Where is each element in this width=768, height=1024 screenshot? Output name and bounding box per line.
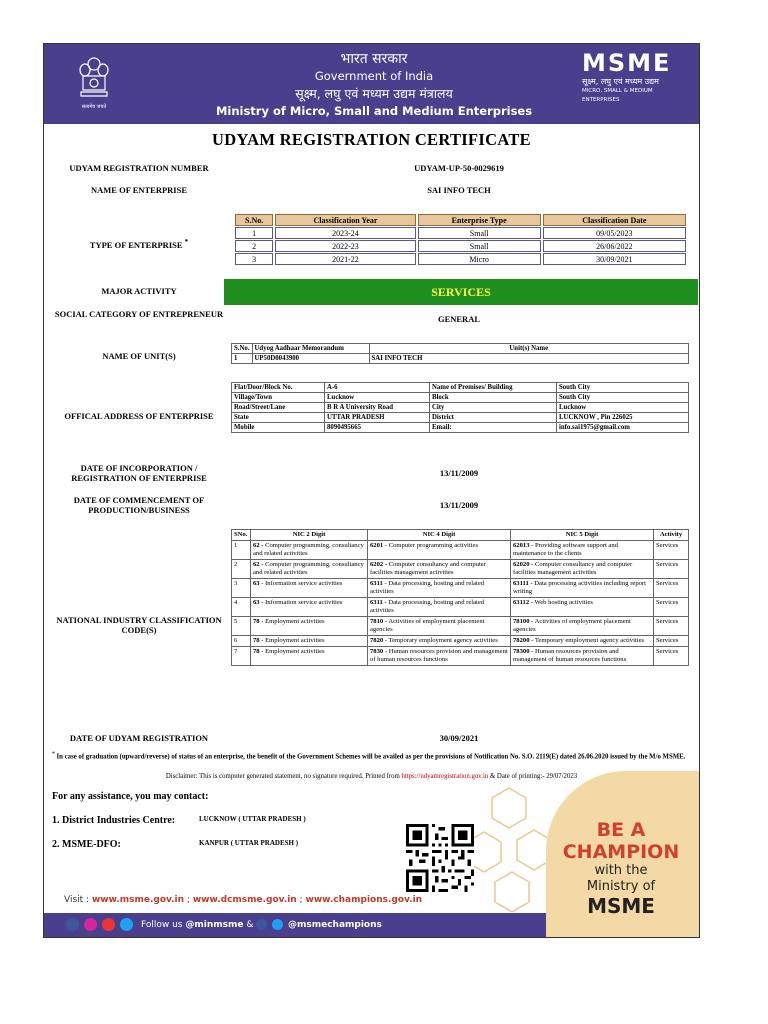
social-category-value: GENERAL bbox=[437, 314, 481, 324]
msme-logo-hindi: सूक्ष्म, लघु एवं मध्यम उद्यम bbox=[582, 77, 659, 86]
table-cell: Lucknow bbox=[557, 403, 689, 413]
msme-site-link[interactable]: www.msme.gov.in bbox=[91, 895, 185, 905]
table-cell: Block bbox=[430, 393, 557, 403]
link-separator: ; bbox=[186, 895, 190, 905]
government-title: Government of India bbox=[314, 69, 434, 83]
type-col-sno: S.No. bbox=[235, 214, 273, 226]
nic4-code: 7810 bbox=[370, 618, 384, 625]
table-row bbox=[232, 413, 689, 423]
table-row bbox=[232, 647, 689, 666]
table-cell: 2 bbox=[235, 240, 273, 252]
nic4-text: Computer programming activities bbox=[388, 542, 479, 549]
nic-col-2digit: NIC 2 Digit bbox=[251, 530, 368, 541]
table-cell: State bbox=[232, 413, 325, 423]
dic-label: 1. District Industries Centre: bbox=[52, 815, 176, 826]
table-cell: 63111 - Data processing activities including report writing bbox=[511, 579, 654, 598]
facebook-icon[interactable] bbox=[66, 918, 79, 931]
hindi-government-title: भारत सरकार bbox=[340, 51, 408, 67]
ministry-hindi-title: सूक्ष्म, लघु एवं मध्यम उद्यम मंत्रालय bbox=[295, 86, 453, 101]
table-row bbox=[235, 240, 686, 252]
certificate-page bbox=[43, 43, 700, 938]
follow-label: Follow us bbox=[141, 920, 183, 930]
table-cell: Flat/Door/Block No. bbox=[232, 383, 325, 393]
table-cell: 1 bbox=[232, 541, 251, 560]
table-cell: 8090495665 bbox=[325, 423, 430, 433]
units-header-row bbox=[232, 344, 689, 354]
nic-label: NATIONAL INDUSTRY CLASSIFICATION CODE(S) bbox=[56, 615, 222, 635]
footnote-text: In case of graduation (upward/reverse) of status of an enterprise, the benefit of the Government Schemes will be availed as per the provisions of Notification No. S.O. 2119(E) dated 26.06.2020 issued by the M/o MSME. bbox=[56, 753, 686, 761]
udyam-date-label: DATE OF UDYAM REGISTRATION bbox=[69, 733, 209, 743]
nic-col-activity: Activity bbox=[654, 530, 689, 541]
table-cell: Micro bbox=[418, 253, 541, 265]
dfo-value: KANPUR ( UTTAR PRADESH ) bbox=[199, 839, 299, 847]
table-cell: 4 bbox=[232, 598, 251, 617]
table-cell: Small bbox=[418, 240, 541, 252]
type-table-header-row bbox=[235, 214, 686, 226]
email-link[interactable]: info.sai1975@gmail.com bbox=[557, 423, 689, 433]
table-cell: 6202 - Computer consultancy and computer facilities management activities bbox=[368, 560, 511, 579]
nic2-code: 78 bbox=[253, 648, 260, 655]
table-cell: 1 bbox=[235, 227, 273, 239]
table-cell: Email: bbox=[430, 423, 557, 433]
nic2-code: 63 bbox=[253, 580, 260, 587]
nic4-code: 6311 bbox=[370, 580, 383, 587]
promo-headline bbox=[546, 819, 696, 863]
table-cell: Lucknow bbox=[325, 393, 430, 403]
type-col-type: Enterprise Type bbox=[418, 214, 541, 226]
nic2-code: 62 bbox=[253, 542, 260, 549]
commencement-date: 13/11/2009 bbox=[439, 500, 479, 510]
msme-logo-text: MSME bbox=[582, 49, 672, 77]
nic2-code: 63 bbox=[253, 599, 260, 606]
table-cell: Services bbox=[654, 617, 689, 636]
table-cell: 2023-24 bbox=[275, 227, 415, 239]
units-col-uam: Udyog Aadhaar Memorandum bbox=[252, 344, 369, 354]
table-cell: 5 bbox=[232, 617, 251, 636]
nic2-text: Computer programming, consultancy and related activities bbox=[253, 561, 364, 576]
visit-links bbox=[64, 895, 422, 905]
table-cell: 63 - Information service activities bbox=[251, 579, 368, 598]
type-of-enterprise-label bbox=[54, 237, 224, 250]
table-cell: 7810 - Activities of employment placement agencies bbox=[368, 617, 511, 636]
type-col-year: Classification Year bbox=[275, 214, 415, 226]
nic5-text: Temporary employment agency activities bbox=[534, 637, 645, 644]
table-row bbox=[232, 617, 689, 636]
table-cell: Services bbox=[654, 636, 689, 647]
msme-logo bbox=[582, 50, 690, 112]
udyam-portal-link[interactable]: https://udyamregistration.gov.in bbox=[401, 773, 489, 780]
udyam-date-value: 30/09/2021 bbox=[439, 733, 479, 743]
nic2-text: Employment activities bbox=[265, 618, 325, 625]
disclaimer-post: & Date of printing:- 29/07/2023 bbox=[489, 773, 578, 780]
enterprise-name-label: NAME OF ENTERPRISE bbox=[90, 185, 188, 195]
table-cell: 63112 - Web hosting activities bbox=[511, 598, 654, 617]
table-row bbox=[232, 579, 689, 598]
nic2-text: Employment activities bbox=[265, 648, 325, 655]
table-cell: 3 bbox=[232, 579, 251, 598]
instagram-icon[interactable] bbox=[84, 918, 97, 931]
nic4-code: 6201 bbox=[370, 542, 384, 549]
address-label: OFFICAL ADDRESS OF ENTERPRISE bbox=[64, 411, 214, 421]
champions-site-link[interactable]: www.champions.gov.in bbox=[305, 895, 423, 905]
emblem-motto: सत्यमेव जयते bbox=[81, 104, 107, 110]
table-row bbox=[232, 598, 689, 617]
social-icons bbox=[66, 918, 135, 931]
nic4-code: 7830 bbox=[370, 648, 384, 655]
nic2-text: Information service activities bbox=[265, 580, 343, 587]
nic2-text: Information service activities bbox=[265, 599, 343, 606]
nic5-code: 63111 bbox=[513, 580, 529, 587]
table-cell: Name of Premises/ Building bbox=[430, 383, 557, 393]
table-cell: Services bbox=[654, 560, 689, 579]
nic-col-5digit: NIC 5 Digit bbox=[511, 530, 654, 541]
table-cell: South City bbox=[557, 383, 689, 393]
promo-line4: Ministry of bbox=[586, 879, 656, 894]
table-cell: UTTAR PRADESH bbox=[325, 413, 430, 423]
table-row bbox=[235, 227, 686, 239]
major-activity-label: MAJOR ACTIVITY bbox=[101, 286, 177, 296]
table-cell: 6201 - Computer programming activities bbox=[368, 541, 511, 560]
table-cell: 78100 - Activities of employment placement agencies bbox=[511, 617, 654, 636]
enterprise-name-value: SAI INFO TECH bbox=[427, 185, 491, 195]
nic-header-row bbox=[232, 530, 689, 541]
twitter-icon[interactable] bbox=[272, 919, 283, 930]
table-cell: 2 bbox=[232, 560, 251, 579]
table-cell: 78 - Employment activities bbox=[251, 617, 368, 636]
reg-number-value: UDYAM-UP-50-0029619 bbox=[414, 163, 504, 173]
ministry-title: Ministry of Micro, Small and Medium Enterprises bbox=[215, 104, 533, 118]
nic5-code: 62013 bbox=[513, 542, 530, 549]
twitter-icon[interactable] bbox=[120, 918, 133, 931]
table-cell: 78200 - Temporary employment agency activities bbox=[511, 636, 654, 647]
promo-line3: with the bbox=[594, 863, 648, 878]
table-row bbox=[232, 383, 689, 393]
nic5-text: Activities of employment placement agencies bbox=[513, 618, 631, 633]
national-emblem-icon bbox=[74, 52, 114, 116]
nic-col-4digit: NIC 4 Digit bbox=[368, 530, 511, 541]
type-label-star: * bbox=[184, 238, 189, 246]
units-table bbox=[231, 343, 689, 364]
nic4-code: 6202 bbox=[370, 561, 384, 568]
table-cell: Services bbox=[654, 541, 689, 560]
table-cell: 26/06/2022 bbox=[543, 240, 686, 252]
incorporation-date: 13/11/2009 bbox=[439, 468, 479, 478]
units-col-sno: S.No. bbox=[232, 344, 253, 354]
table-cell: SAI INFO TECH bbox=[369, 354, 689, 364]
type-col-date: Classification Date bbox=[543, 214, 686, 226]
footnote-star: * bbox=[52, 751, 55, 757]
link-separator: ; bbox=[299, 895, 303, 905]
table-cell: 62013 - Providing software support and maintenance to the clients bbox=[511, 541, 654, 560]
reg-number-label: UDYAM REGISTRATION NUMBER bbox=[69, 163, 209, 173]
major-activity-value: SERVICES bbox=[224, 279, 698, 305]
table-cell: 7830 - Human resources provision and management of human resources functions bbox=[368, 647, 511, 666]
table-cell: City bbox=[430, 403, 557, 413]
visit-label: Visit : bbox=[64, 895, 90, 905]
table-cell: 6 bbox=[232, 636, 251, 647]
nic4-text: Temporary employment agency activities bbox=[388, 637, 498, 644]
nic5-code: 78300 bbox=[513, 648, 530, 655]
nic-table bbox=[231, 529, 689, 666]
promo-line2: CHAMPION bbox=[562, 841, 680, 863]
table-cell: Services bbox=[654, 647, 689, 666]
dic-value: LUCKNOW ( UTTAR PRADESH ) bbox=[199, 815, 306, 823]
table-cell: 62020 - Computer consultancy and computer facilities management activities bbox=[511, 560, 654, 579]
disclaimer-pre: Disclaimer: This is computer generated statement, no signature required. Printed from bbox=[165, 773, 400, 780]
nic2-code: 78 bbox=[253, 618, 260, 625]
nic5-text: Providing software support and maintenance to the clients bbox=[513, 542, 618, 557]
nic2-code: 62 bbox=[253, 561, 260, 568]
handle-separator: & bbox=[246, 920, 254, 930]
table-row bbox=[232, 423, 689, 433]
table-cell: B R A University Road bbox=[325, 403, 430, 413]
table-row bbox=[232, 560, 689, 579]
table-cell: 3 bbox=[235, 253, 273, 265]
hexagon-pattern bbox=[464, 784, 554, 912]
footer-bar bbox=[44, 913, 546, 937]
table-cell: Services bbox=[654, 598, 689, 617]
nic4-code: 7820 bbox=[370, 637, 384, 644]
table-cell: Services bbox=[654, 579, 689, 598]
table-cell: 6311 - Data processing, hosting and related activities bbox=[368, 579, 511, 598]
table-cell: 09/05/2023 bbox=[543, 227, 686, 239]
nic4-text: Human resources provision and management of human resources functions bbox=[370, 648, 508, 663]
nic2-text: Employment activities bbox=[265, 637, 325, 644]
youtube-icon[interactable] bbox=[102, 918, 115, 931]
table-row bbox=[232, 403, 689, 413]
nic4-text: Computer consultancy and computer facilities management activities bbox=[370, 561, 486, 576]
certificate-title: UDYAM REGISTRATION CERTIFICATE bbox=[212, 130, 531, 149]
table-row bbox=[235, 253, 686, 265]
table-row bbox=[232, 393, 689, 403]
table-row bbox=[232, 541, 689, 560]
table-cell: 2022-23 bbox=[275, 240, 415, 252]
nic5-text: Web hosting activities bbox=[534, 599, 593, 606]
promo-line5: MSME bbox=[587, 894, 655, 918]
assistance-heading: For any assistance, you may contact: bbox=[52, 791, 209, 802]
nic5-code: 78200 bbox=[513, 637, 530, 644]
promo-subline bbox=[546, 863, 696, 895]
nic2-code: 78 bbox=[253, 637, 260, 644]
nic4-text: Data processing, hosting and related activities bbox=[370, 580, 485, 595]
table-cell: A-6 bbox=[325, 383, 430, 393]
table-cell: UP50D0043900 bbox=[252, 354, 369, 364]
address-table bbox=[231, 382, 689, 433]
nic4-code: 6311 bbox=[370, 599, 383, 606]
table-cell: 6311 - Data processing, hosting and related activities bbox=[368, 598, 511, 617]
nic2-text: Computer programming, consultancy and related activities bbox=[253, 542, 364, 557]
incorporation-label: DATE OF INCORPORATION / REGISTRATION OF ENTERPRISE bbox=[71, 463, 207, 483]
nic5-text: Computer consultancy and computer facilities management activities bbox=[513, 561, 633, 576]
table-cell: 1 bbox=[232, 354, 253, 364]
table-cell: South City bbox=[557, 393, 689, 403]
table-cell: Mobile bbox=[232, 423, 325, 433]
nic5-text: Human resources provision and management of human resources functions bbox=[513, 648, 627, 663]
qr-code-icon[interactable] bbox=[406, 824, 474, 892]
dfo-label: 2. MSME-DFO: bbox=[52, 839, 121, 850]
table-cell: 62 - Computer programming, consultancy and related activities bbox=[251, 541, 368, 560]
type-label-text: TYPE OF ENTERPRISE bbox=[89, 239, 183, 250]
dcmsme-site-link[interactable]: www.dcmsme.gov.in bbox=[192, 895, 297, 905]
msmechampions-handle[interactable]: @msmechampions bbox=[287, 920, 382, 930]
commencement-label: DATE OF COMMENCEMENT OF PRODUCTION/BUSINESS bbox=[73, 495, 205, 515]
table-cell: 78 - Employment activities bbox=[251, 647, 368, 666]
nic5-code: 78100 bbox=[513, 618, 530, 625]
government-title-block bbox=[164, 50, 584, 119]
nic5-text: Data processing activities including report writing bbox=[513, 580, 646, 595]
unit-names-label: NAME OF UNIT(S) bbox=[102, 351, 176, 361]
enterprise-type-table bbox=[233, 213, 688, 266]
table-cell: 7 bbox=[232, 647, 251, 666]
table-cell: 2021-22 bbox=[275, 253, 415, 265]
table-cell: District bbox=[430, 413, 557, 423]
follow-text bbox=[141, 919, 382, 930]
units-col-name: Unit(s) Name bbox=[369, 344, 689, 354]
facebook-icon[interactable] bbox=[256, 919, 267, 930]
nic-col-sno: SNo. bbox=[232, 530, 251, 541]
promo-line1: BE A bbox=[596, 819, 646, 841]
header-banner bbox=[44, 44, 699, 124]
table-cell: Road/Street/Lane bbox=[232, 403, 325, 413]
table-cell: Village/Town bbox=[232, 393, 325, 403]
nic4-text: Data processing, hosting and related activities bbox=[370, 599, 485, 614]
social-category-label: SOCIAL CATEGORY OF ENTREPRENEUR bbox=[54, 309, 224, 319]
graduation-footnote bbox=[52, 750, 692, 761]
nic5-code: 63112 bbox=[513, 599, 530, 606]
table-row bbox=[232, 636, 689, 647]
table-cell: 30/09/2021 bbox=[543, 253, 686, 265]
nic4-text: Activities of employment placement agencies bbox=[370, 618, 485, 633]
table-cell: 78 - Employment activities bbox=[251, 636, 368, 647]
table-cell: 78300 - Human resources provision and management of human resources functions bbox=[511, 647, 654, 666]
nic5-code: 62020 bbox=[513, 561, 530, 568]
table-cell: 63 - Information service activities bbox=[251, 598, 368, 617]
table-cell: 62 - Computer programming, consultancy and related activities bbox=[251, 560, 368, 579]
minmsme-handle[interactable]: @minmsme bbox=[185, 920, 244, 930]
table-cell: LUCKNOW , Pin 226025 bbox=[557, 413, 689, 423]
table-row bbox=[232, 354, 689, 364]
champion-promo bbox=[546, 771, 700, 938]
msme-logo-english: MICRO, SMALL & MEDIUM ENTERPRISES bbox=[582, 88, 653, 103]
table-cell: 7820 - Temporary employment agency activities bbox=[368, 636, 511, 647]
table-cell: Small bbox=[418, 227, 541, 239]
